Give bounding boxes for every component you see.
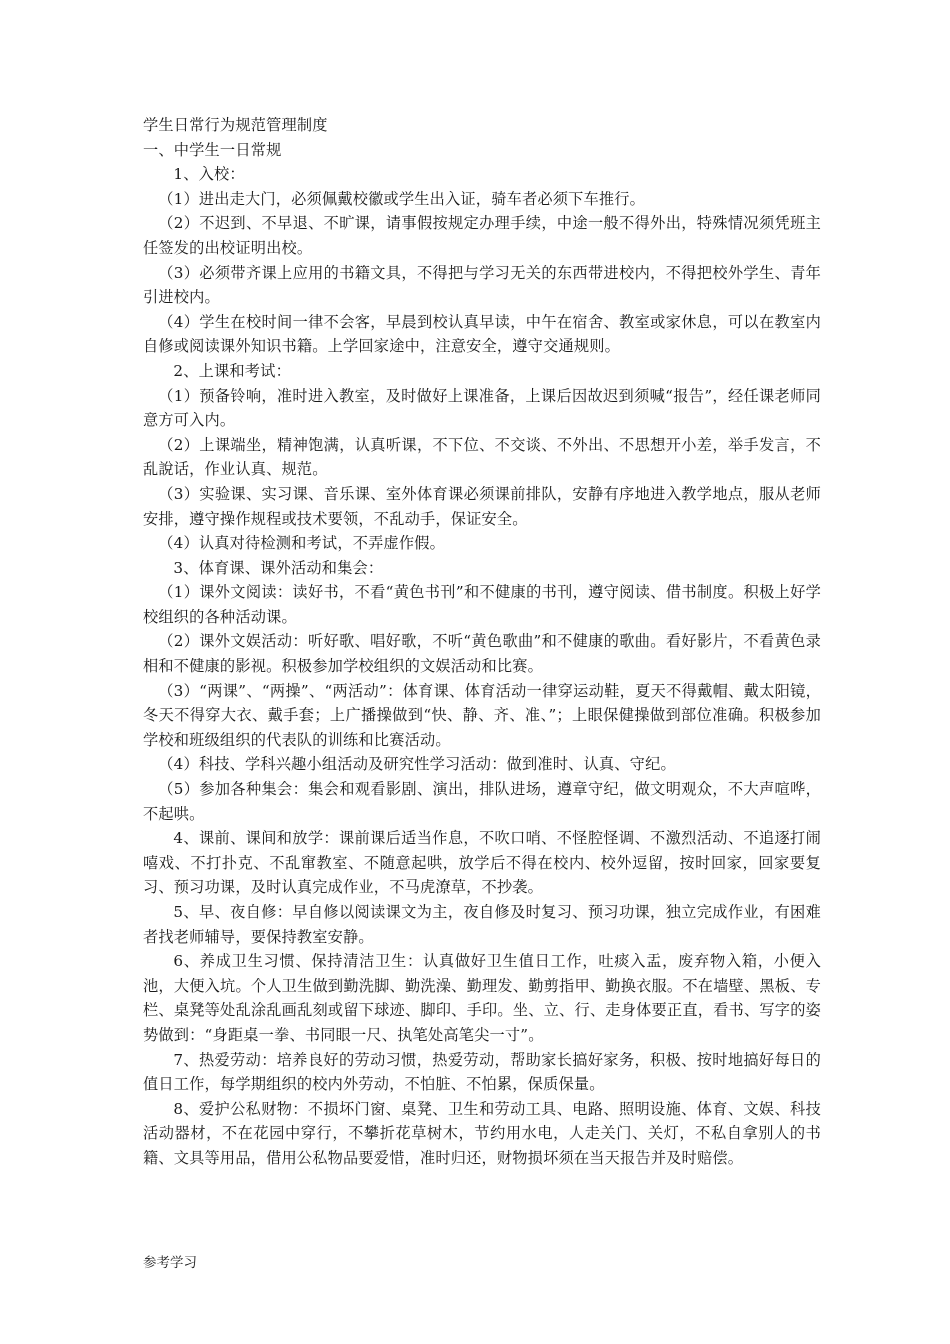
list-item: （3）实验课、实习课、音乐课、室外体育课必须课前排队，安静有序地进入教学地点，服从老师安排，遵守操作规程或技术要领，不乱动手，保证安全。 bbox=[143, 484, 821, 528]
list-item: （1）课外文阅读：读好书，不看“黄色书刊”和不健康的书刊，遵守阅读、借书制度。积极上好学校组织的各种活动课。 bbox=[143, 583, 821, 626]
paragraph: 6、养成卫生习惯、保持清洁卫生：认真做好卫生值日工作，吐痰入盂，废弃物入箱，小便入池，大便入坑。个人卫生做到勤洗脚、勤洗澡、勤理发、勤剪指甲、勤换衣服。不在墙壁、黑板、专栏、桌凳等处乱涂乱画乱刻或留下球迹、脚印、手印。坐、立、行、走身体要正直，看书、写字的姿势做到：“身距桌一拳、书同眼一尺、执笔处高笔尖一寸”。 bbox=[143, 952, 821, 1044]
subsection-heading: 1、入校： bbox=[173, 165, 245, 184]
footer-note: 参考学习 bbox=[143, 1255, 197, 1271]
list-item: （3）必须带齐课上应用的书籍文具，不得把与学习无关的东西带进校内，不得把校外学生、青年引进校内。 bbox=[143, 263, 821, 307]
list-item: （4）认真对待检测和考试，不弄虚作假。 bbox=[158, 534, 446, 553]
list-item: （5）参加各种集会：集会和观看影剧、演出，排队进场，遵章守纪，做文明观众，不大声喧哗，不起哄。 bbox=[143, 780, 821, 823]
paragraph: 4、课前、课间和放学：课前课后适当作息，不吹口哨、不怪腔怪调、不激烈活动、不追逐打闹嘻戏、不打扑克、不乱窜教室、不随意起哄，放学后不得在校内、校外逗留，按时回家，回家要复习、预习功课，及时认真完成作业，不马虎潦草，不抄袭。 bbox=[143, 829, 821, 897]
list-item: （4）科技、学科兴趣小组活动及研究性学习活动：做到准时、认真、守纪。 bbox=[158, 755, 676, 774]
paragraph: 7、热爱劳动：培养良好的劳动习惯，热爱劳动，帮助家长搞好家务，积极、按时地搞好每日的值日工作，每学期组织的校内外劳动，不怕脏、不怕累，保质保量。 bbox=[143, 1050, 821, 1094]
list-item: （1）进出走大门，必须佩戴校徽或学生出入证，骑车者必须下车推行。 bbox=[158, 189, 646, 208]
list-item: （2）不迟到、不早退、不旷课，请事假按规定办理手续，中途一般不得外出，特殊情况须凭班主任签发的出校证明出校。 bbox=[143, 214, 821, 257]
section-heading: 一、中学生一日常规 bbox=[143, 140, 282, 159]
document-title: 学生日常行为规范管理制度 bbox=[143, 116, 328, 134]
list-item: （4）学生在校时间一律不会客，早晨到校认真早读，中午在宿舍、教室或家休息，可以在教室内自修或阅读课外知识书籍。上学回家途中，注意安全，遵守交通规则。 bbox=[143, 312, 821, 356]
list-item: （3）“两课”、“两操”、“两活动”：体育课、体育活动一律穿运动鞋，夏天不得戴帽、戴太阳镜，冬天不得穿大衣、戴手套；上广播操做到“快、静、齐、准、”；上眼保健操做到部位准确。积极参加学校和班级组织的代表队的训练和比赛活动。 bbox=[143, 681, 821, 749]
paragraph: 8、爱护公私财物：不损坏门窗、桌凳、卫生和劳动工具、电路、照明设施、体育、文娱、科技活动器材，不在花园中穿行，不攀折花草树木，节约用水电，人走关门、关灯，不私自拿别人的书籍、文具等用品，借用公私物品要爱惜，准时归还，财物损坏须在当天报告并及时赔偿。 bbox=[143, 1099, 821, 1167]
paragraph: 5、早、夜自修：早自修以阅读课文为主，夜自修及时复习、预习功课，独立完成作业，有困难者找老师辅导，要保持教室安静。 bbox=[143, 903, 821, 946]
list-item: （2）课外文娱活动：听好歌、唱好歌，不听“黄色歌曲”和不健康的歌曲。看好影片，不看黄色录相和不健康的影视。积极参加学校组织的文娱活动和比赛。 bbox=[143, 632, 821, 676]
document-body bbox=[143, 113, 821, 1171]
subsection-heading: 3、体育课、课外活动和集会： bbox=[173, 558, 384, 577]
list-item: （1）预备铃响，准时进入教室，及时做好上课准备，上课后因故迟到须喊“报告”，经任课老师同意方可入内。 bbox=[143, 386, 821, 430]
list-item: （2）上课端坐，精神饱满，认真听课，不下位、不交谈、不外出、不思想开小差，举手发言，不乱說话，作业认真、规范。 bbox=[143, 435, 821, 479]
subsection-heading: 2、上课和考试： bbox=[173, 361, 291, 380]
